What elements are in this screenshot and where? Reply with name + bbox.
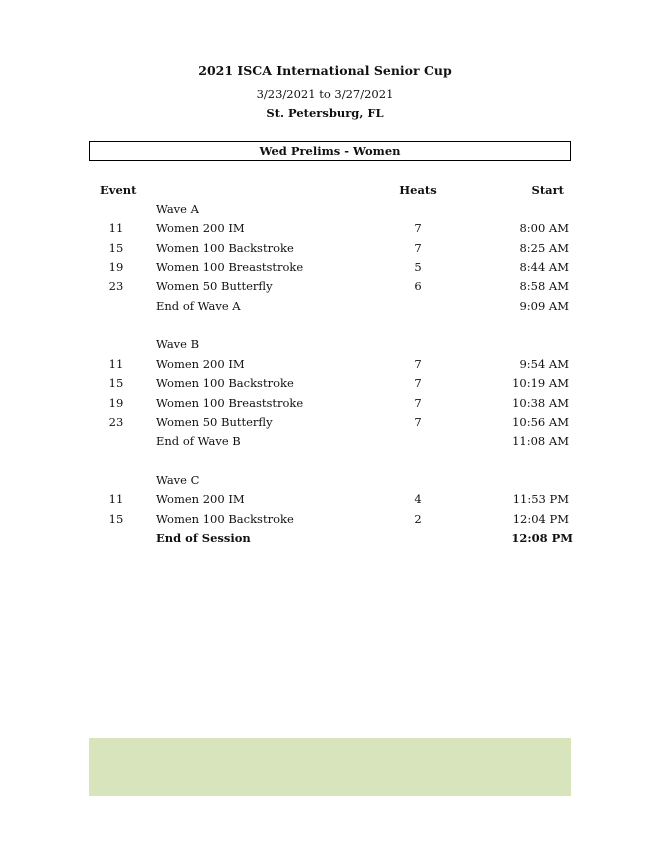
heats-count: 7 bbox=[414, 357, 422, 371]
heats-count: 7 bbox=[414, 415, 422, 429]
start-time: 9:09 AM bbox=[519, 299, 569, 313]
event-name: End of Session bbox=[156, 531, 251, 545]
heats-count: 2 bbox=[414, 512, 422, 526]
start-time: 9:54 AM bbox=[519, 357, 569, 371]
heats-count: 5 bbox=[414, 260, 422, 274]
start-time: 11:08 AM bbox=[512, 434, 569, 448]
start-time: 10:38 AM bbox=[512, 396, 569, 410]
table-row bbox=[0, 531, 650, 550]
heats-count: 7 bbox=[414, 376, 422, 390]
event-name: Women 100 Breaststroke bbox=[156, 260, 304, 274]
event-number: 15 bbox=[108, 512, 124, 526]
meet-dates: 3/23/2021 to 3/27/2021 bbox=[256, 87, 394, 101]
table-row bbox=[0, 512, 650, 531]
table-row bbox=[0, 337, 650, 356]
table-row bbox=[0, 376, 650, 395]
start-time: 11:53 PM bbox=[512, 492, 569, 506]
table-row bbox=[0, 279, 650, 298]
heats-count: 7 bbox=[414, 221, 422, 235]
table-row bbox=[0, 415, 650, 434]
heats-count: 4 bbox=[414, 492, 422, 506]
event-number: 19 bbox=[108, 396, 124, 410]
start-time: 10:19 AM bbox=[512, 376, 569, 390]
event-name: Women 200 IM bbox=[156, 221, 245, 235]
table-row bbox=[0, 492, 650, 511]
event-number: 23 bbox=[108, 415, 124, 429]
heats-count: 6 bbox=[414, 279, 422, 293]
event-number: 15 bbox=[108, 241, 124, 255]
table-row bbox=[0, 221, 650, 240]
start-time: 12:04 PM bbox=[512, 512, 569, 526]
event-name: End of Wave A bbox=[156, 299, 241, 313]
event-number: 15 bbox=[108, 376, 124, 390]
heats-count: 7 bbox=[414, 241, 422, 255]
event-name: Women 50 Butterfly bbox=[156, 415, 273, 429]
event-name: End of Wave B bbox=[156, 434, 241, 448]
event-number: 23 bbox=[108, 279, 124, 293]
table-row bbox=[0, 318, 650, 337]
start-time: 8:44 AM bbox=[519, 260, 569, 274]
meet-title: 2021 ISCA International Senior Cup bbox=[198, 63, 452, 78]
table-row bbox=[0, 396, 650, 415]
event-name: Women 50 Butterfly bbox=[156, 279, 273, 293]
session-title: Wed Prelims - Women bbox=[89, 141, 571, 161]
event-name: Women 100 Backstroke bbox=[156, 241, 294, 255]
event-name: Women 100 Backstroke bbox=[156, 512, 294, 526]
table-row bbox=[0, 299, 650, 318]
event-name: Women 100 Breaststroke bbox=[156, 396, 304, 410]
table-row bbox=[0, 241, 650, 260]
event-name: Wave A bbox=[156, 202, 199, 216]
event-number: 11 bbox=[108, 357, 124, 371]
table-row bbox=[0, 260, 650, 279]
table-row bbox=[0, 202, 650, 221]
footer-band bbox=[89, 738, 571, 796]
event-name: Wave B bbox=[156, 337, 200, 351]
event-number: 11 bbox=[108, 221, 124, 235]
table-row bbox=[0, 473, 650, 492]
start-time: 10:56 AM bbox=[512, 415, 569, 429]
table-row bbox=[0, 454, 650, 473]
start-time: 8:25 AM bbox=[519, 241, 569, 255]
event-name: Women 200 IM bbox=[156, 357, 245, 371]
heats-count: 7 bbox=[414, 396, 422, 410]
column-header-event: Event bbox=[100, 183, 137, 197]
meet-location: St. Petersburg, FL bbox=[266, 106, 384, 120]
start-time: 8:58 AM bbox=[519, 279, 569, 293]
table-row bbox=[0, 434, 650, 453]
event-name: Women 200 IM bbox=[156, 492, 245, 506]
event-name: Wave C bbox=[156, 473, 200, 487]
start-time: 12:08 PM bbox=[511, 531, 573, 545]
event-number: 11 bbox=[108, 492, 124, 506]
column-header-heats: Heats bbox=[399, 183, 437, 197]
table-row bbox=[0, 357, 650, 376]
event-name: Women 100 Backstroke bbox=[156, 376, 294, 390]
start-time: 8:00 AM bbox=[519, 221, 569, 235]
event-number: 19 bbox=[108, 260, 124, 274]
column-header-start: Start bbox=[531, 183, 564, 197]
